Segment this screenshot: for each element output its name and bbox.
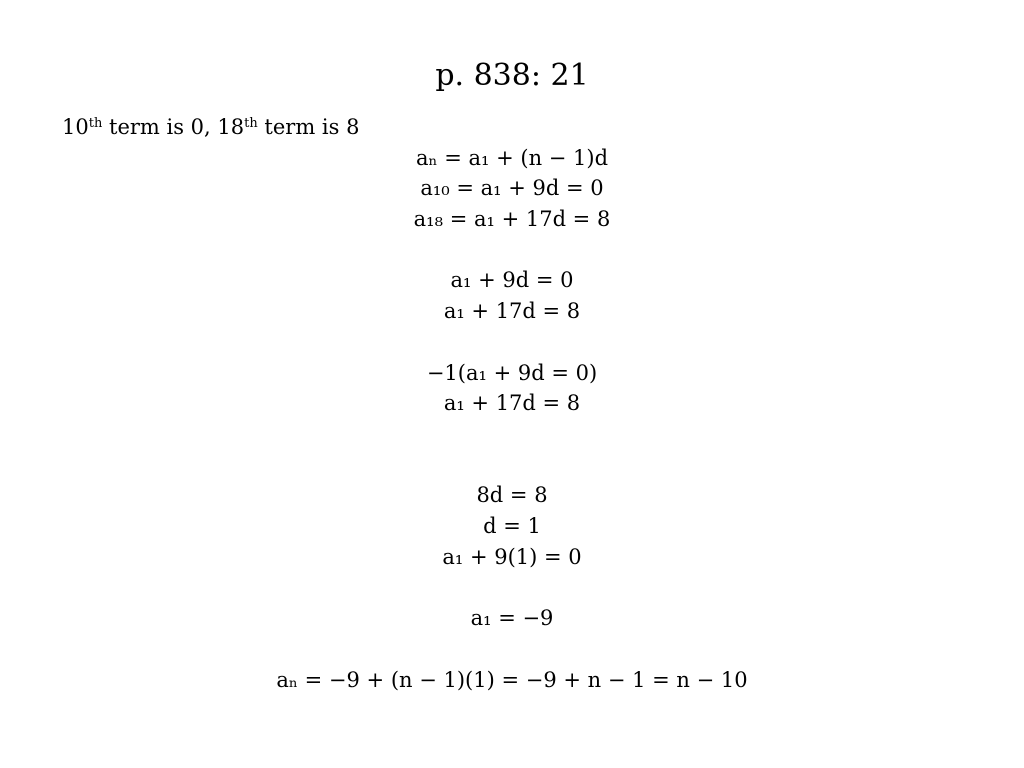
given-term-18-text: term is 8 bbox=[257, 115, 360, 139]
given-term-10-suffix: th bbox=[88, 116, 103, 131]
equation-first-term: a₁ = −9 bbox=[470, 606, 554, 630]
slide-title: p. 838: 21 bbox=[435, 58, 589, 93]
given-term-10-text: term is 0, bbox=[102, 115, 218, 139]
equation-system-second-repeat: a₁ + 17d = 8 bbox=[443, 391, 581, 415]
given-statement bbox=[62, 114, 359, 140]
given-term-18-number: 18 bbox=[217, 115, 245, 139]
given-term-18-suffix: th bbox=[244, 116, 258, 131]
equation-system-second: a₁ + 17d = 8 bbox=[443, 299, 581, 323]
equation-general-formula: aₙ = a₁ + (n − 1)d bbox=[415, 146, 609, 170]
equation-common-difference: d = 1 bbox=[483, 514, 541, 538]
equation-final-formula: aₙ = −9 + (n − 1)(1) = −9 + n − 1 = n − 10 bbox=[276, 668, 748, 692]
equation-eliminated: 8d = 8 bbox=[476, 483, 548, 507]
given-term-10-number: 10 bbox=[62, 115, 89, 139]
equation-term-18: a₁₈ = a₁ + 17d = 8 bbox=[413, 207, 611, 231]
equation-multiplied-first: −1(a₁ + 9d = 0) bbox=[426, 361, 598, 385]
equation-substitution: a₁ + 9(1) = 0 bbox=[442, 545, 582, 569]
equation-system-first: a₁ + 9d = 0 bbox=[450, 268, 574, 292]
equation-term-10: a₁₀ = a₁ + 9d = 0 bbox=[420, 176, 604, 200]
